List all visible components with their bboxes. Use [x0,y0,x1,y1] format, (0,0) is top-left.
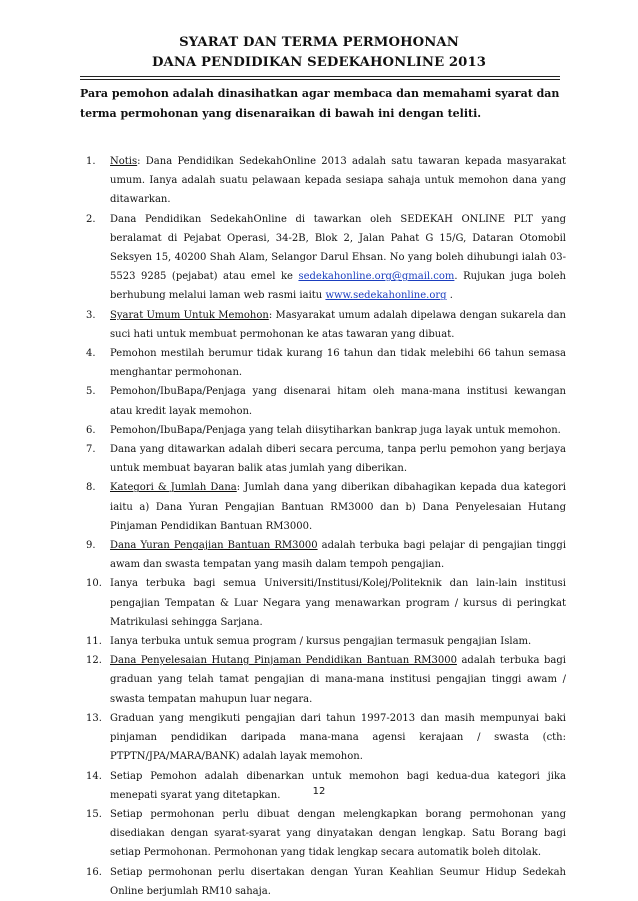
term-item-13 [80,709,566,767]
term-item-4 [80,344,566,382]
website-link[interactable]: www.sedekahonline.org [325,290,447,302]
term-lead: Dana Penyelesaian Hutang Pinjaman Pendidikan Bantuan RM3000 [110,655,457,667]
title-line-2: DANA PENDIDIKAN SEDEKAHONLINE 2013 [151,55,487,70]
term-number: 15. [86,808,102,820]
term-lead: Kategori & Jumlah Dana [110,482,237,494]
term-number: 10. [86,578,102,590]
term-number: 16. [86,866,102,878]
term-text: : Dana Pendidikan SedekahOnline 2013 adalah satu tawaran kepada masyarakat umum. Ianya adalah suatu pelawaan kepada sesiapa sahaja untuk memohon dana yang ditawarkan. [110,156,566,206]
term-number: 6. [86,424,96,436]
term-text: Ianya terbuka bagi semua Universiti/Institusi/Kolej/Politeknik dan lain-lain institusi pengajian Tempatan & Luar Negara yang menawarkan program / kursus di peringkat Matrikulasi sehingga Sarjana. [110,578,566,628]
term-item-11 [80,632,566,651]
term-text: . [446,290,453,302]
term-text: adalah terbuka bagi graduan yang telah tamat pengajian di mana-mana institusi pengajian tinggi awam / swasta tempatan mahupun luar negara. [110,655,566,705]
term-lead: Notis [110,156,138,167]
page-number: 12 [312,786,326,797]
term-text: : Jumlah dana yang diberikan dibahagikan kepada dua kategori iaitu a) Dana Yuran Pengajian Bantuan RM3000 dan b) Dana Penyelesaian Hutang Pinjaman Pendidikan Bantuan RM3000. [110,482,567,532]
term-item-15 [80,805,566,863]
term-number: 3. [86,309,96,321]
term-text: Ianya terbuka untuk semua program / kursus pengajian termasuk pengajian Islam. [110,636,532,648]
term-text: Pemohon/IbuBapa/Penjaga yang disenarai hitam oleh mana-mana institusi kewangan atau kredit layak memohon. [110,386,566,417]
term-text: adalah terbuka bagi pelajar di pengajian tinggi awam dan swasta tempatan yang masih dalam tempoh pengajian. [110,540,567,571]
term-item-5 [80,382,566,420]
term-text: Setiap permohonan perlu disertakan dengan Yuran Keahlian Seumur Hidup Sedekah Online berjumlah RM10 sahaja. [110,866,566,897]
term-item-12 [80,651,566,709]
term-item-6 [80,421,566,440]
term-number: 4. [86,348,96,360]
term-text: Graduan yang mengikuti pengajian dari tahun 1997-2013 dan masih mempunyai baki pinjaman pendidikan daripada mana-mana agensi kerajaan / swasta (cth: PTPTN/JPA/MARA/BANK) adalah layak memohon. [110,712,566,763]
term-item-16 [80,863,566,901]
term-lead: Syarat Umum Untuk Memohon [110,309,269,321]
term-item-7 [80,440,566,478]
term-text: : Masyarakat umum adalah dipelawa dengan sukarela dan suci hati untuk membuat permohonan ke atas tawaran yang dibuat. [110,309,566,340]
term-text: . Rujukan juga boleh berhubung melalui laman web rasmi iaitu [110,271,566,302]
term-item-2 [80,210,566,306]
title-rule-top [80,76,560,77]
term-text: Setiap permohonan perlu dibuat dengan melengkapkan borang permohonan yang disediakan dengan syarat-syarat yang dinyatakan dengan lengkap. Satu Borang bagi setiap Permohonan. Permohonan yang tidak lengkap secara automatik boleh ditolak. [110,808,566,859]
term-item-3 [80,306,566,344]
term-number: 5. [86,386,96,398]
term-number: 8. [86,482,96,494]
intro-paragraph: Para pemohon adalah dinasihatkan agar membaca dan memahami syarat dan terma permohonan yang disenaraikan di bawah ini dengan teliti. [80,87,560,120]
term-number: 12. [86,655,102,667]
term-lead: Dana Yuran Pengajian Bantuan RM3000 [110,540,318,552]
term-item-8 [80,478,566,536]
title-line-1: SYARAT DAN TERMA PERMOHONAN [179,35,459,50]
term-item-1 [80,152,566,210]
term-text: Dana Pendidikan SedekahOnline di tawarkan oleh SEDEKAH ONLINE PLT yang beralamat di Pejabat Operasi, 34-2B, Blok 2, Jalan Pahat G 15/G, Dataran Otomobil Seksyen 15, 40200 Shah Alam, Selangor Darul Ehsan. No yang boleh dihubungi ialah 03-5523 9285 (pejabat) atau emel ke [110,213,566,283]
term-item-10 [80,574,566,632]
document-title [0,33,638,73]
term-text: Pemohon/IbuBapa/Penjaga yang telah diisytiharkan bankrap juga layak untuk memohon. [110,424,561,436]
term-number: 14. [86,770,102,782]
title-rule-bottom [80,79,560,80]
term-text: Dana yang ditawarkan adalah diberi secara percuma, tanpa perlu pemohon yang berjaya untuk membuat bayaran balik atas jumlah yang diberikan. [110,444,566,475]
term-number: 11. [86,636,102,648]
term-number: 1. [86,156,96,167]
email-link[interactable]: sedekahonline.org@gmail.com [298,271,455,283]
term-item-9 [80,536,566,574]
term-number: 9. [86,540,96,552]
term-number: 2. [86,213,96,225]
term-text: Pemohon mestilah berumur tidak kurang 16 tahun dan tidak melebihi 66 tahun semasa menghantar permohonan. [110,348,566,379]
term-text: Setiap Pemohon adalah dibenarkan untuk memohon bagi kedua-dua kategori jika menepati syarat yang ditetapkan. [110,770,566,801]
term-number: 13. [86,712,102,724]
term-number: 7. [86,444,96,456]
